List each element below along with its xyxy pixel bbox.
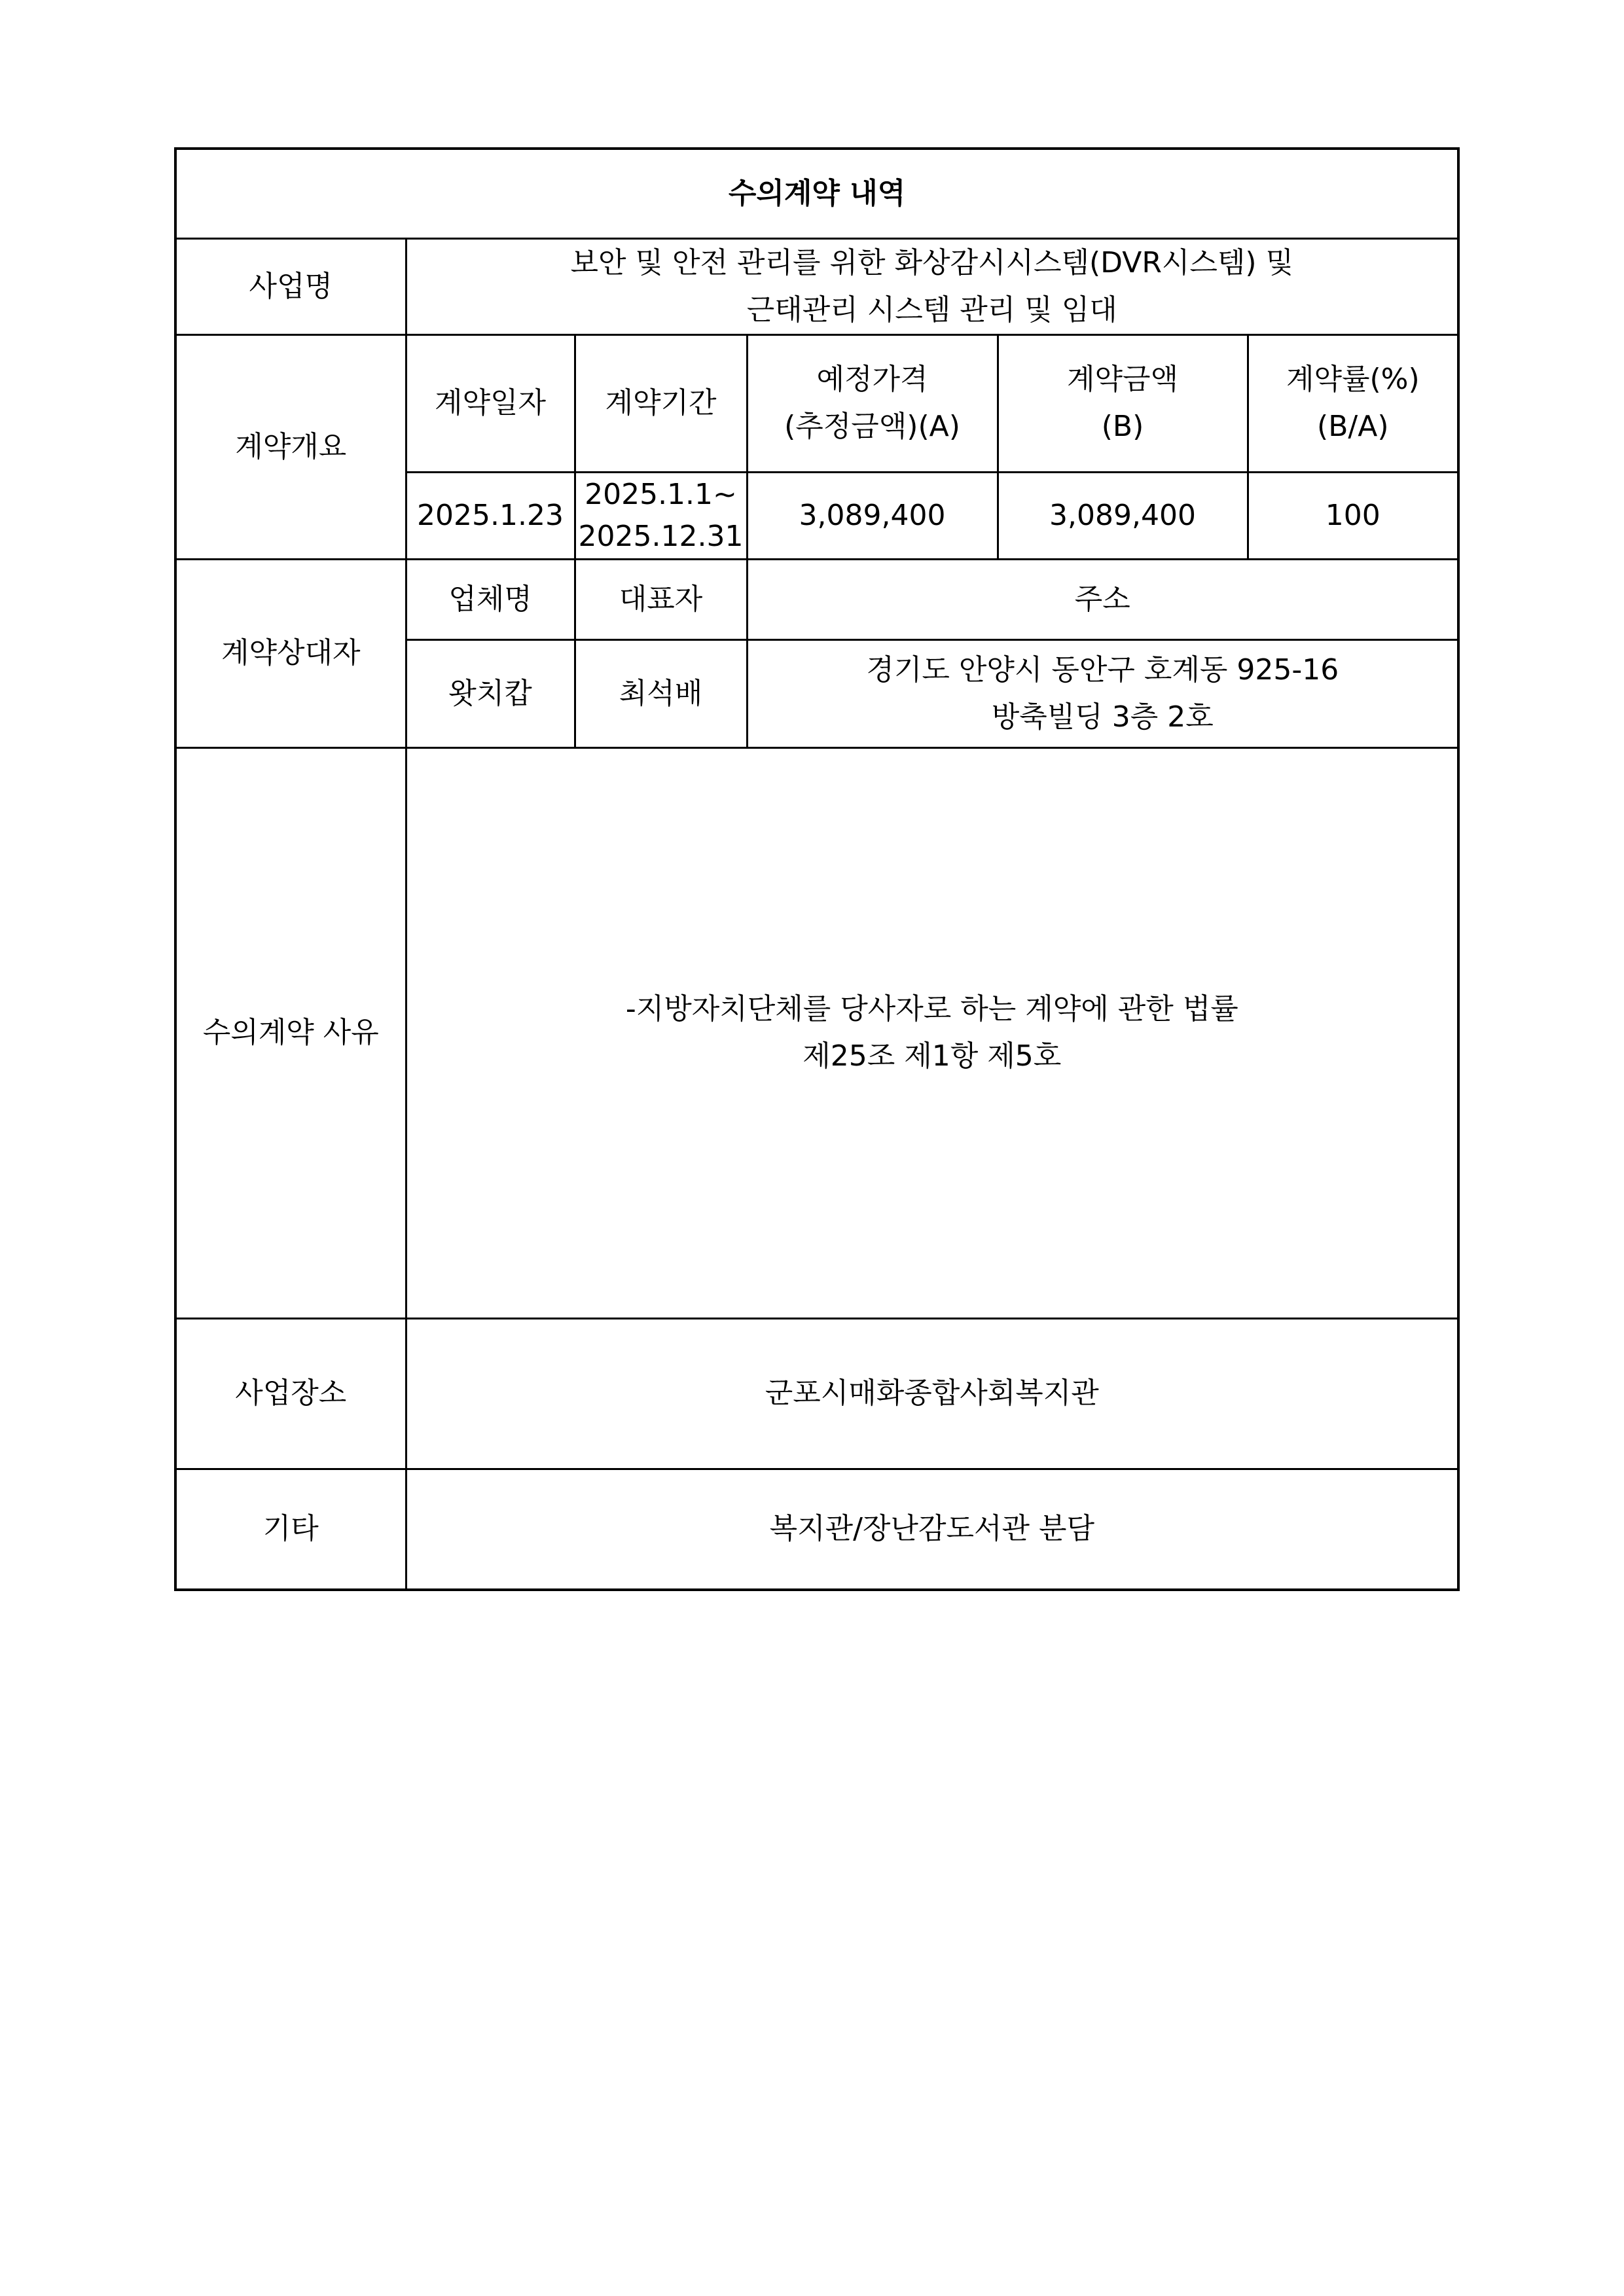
title-row xyxy=(175,149,1458,238)
contract-date-value: 2025.1.23 xyxy=(406,472,575,559)
address-value xyxy=(747,639,1458,747)
estimated-price-header-line-2: (추정금액)(A) xyxy=(784,410,960,443)
contract-period-end: 2025.12.31 xyxy=(578,519,744,553)
reason-line-2: 제25조 제1항 제5호 xyxy=(803,1039,1062,1073)
representative-value: 최석배 xyxy=(575,639,747,747)
address-line-2: 방축빌딩 3층 2호 xyxy=(991,700,1214,734)
contract-period-value xyxy=(575,472,747,559)
reason-label: 수의계약 사유 xyxy=(175,747,406,1318)
counterparty-header-row xyxy=(175,559,1458,639)
project-name xyxy=(406,238,1458,334)
reason-value xyxy=(406,747,1458,1318)
document-title: 수의계약 내역 xyxy=(175,149,1458,238)
contract-amount-value: 3,089,400 xyxy=(998,472,1248,559)
contract-period-start: 2025.1.1~ xyxy=(585,477,737,511)
project-label: 사업명 xyxy=(175,238,406,334)
project-row xyxy=(175,238,1458,334)
representative-header: 대표자 xyxy=(575,559,747,639)
etc-row xyxy=(175,1469,1458,1590)
etc-label: 기타 xyxy=(175,1469,406,1590)
counterparty-label: 계약상대자 xyxy=(175,559,406,747)
contract-date-header: 계약일자 xyxy=(406,334,575,472)
contract-table xyxy=(174,147,1460,1591)
contract-amount-header-line-1: 계약금액 xyxy=(1066,363,1178,396)
location-label: 사업장소 xyxy=(175,1318,406,1469)
contract-amount-header-line-2: (B) xyxy=(1101,410,1144,443)
project-name-line-2: 근태관리 시스템 관리 및 임대 xyxy=(746,293,1117,327)
estimated-price-header-line-1: 예정가격 xyxy=(816,363,928,396)
address-line-1: 경기도 안양시 동안구 호계동 925-16 xyxy=(866,653,1339,687)
address-header: 주소 xyxy=(747,559,1458,639)
contract-rate-header xyxy=(1248,334,1458,472)
contract-rate-value: 100 xyxy=(1248,472,1458,559)
location-row xyxy=(175,1318,1458,1469)
contract-amount-header xyxy=(998,334,1248,472)
estimated-price-header xyxy=(747,334,998,472)
contract-rate-header-line-2: (B/A) xyxy=(1317,410,1389,443)
overview-header-row xyxy=(175,334,1458,472)
contract-rate-header-line-1: 계약률(%) xyxy=(1286,363,1420,396)
company-name-value: 왓치캅 xyxy=(406,639,575,747)
contract-document xyxy=(174,147,1457,1591)
company-name-header: 업체명 xyxy=(406,559,575,639)
overview-label: 계약개요 xyxy=(175,334,406,559)
reason-row xyxy=(175,747,1458,1318)
project-name-line-1: 보안 및 안전 관리를 위한 화상감시시스템(DVR시스템) 및 xyxy=(570,245,1294,279)
contract-period-header: 계약기간 xyxy=(575,334,747,472)
estimated-price-value: 3,089,400 xyxy=(747,472,998,559)
etc-value: 복지관/장난감도서관 분담 xyxy=(406,1469,1458,1590)
location-value: 군포시매화종합사회복지관 xyxy=(406,1318,1458,1469)
reason-line-1: -지방자치단체를 당사자로 하는 계약에 관한 법률 xyxy=(625,992,1238,1026)
